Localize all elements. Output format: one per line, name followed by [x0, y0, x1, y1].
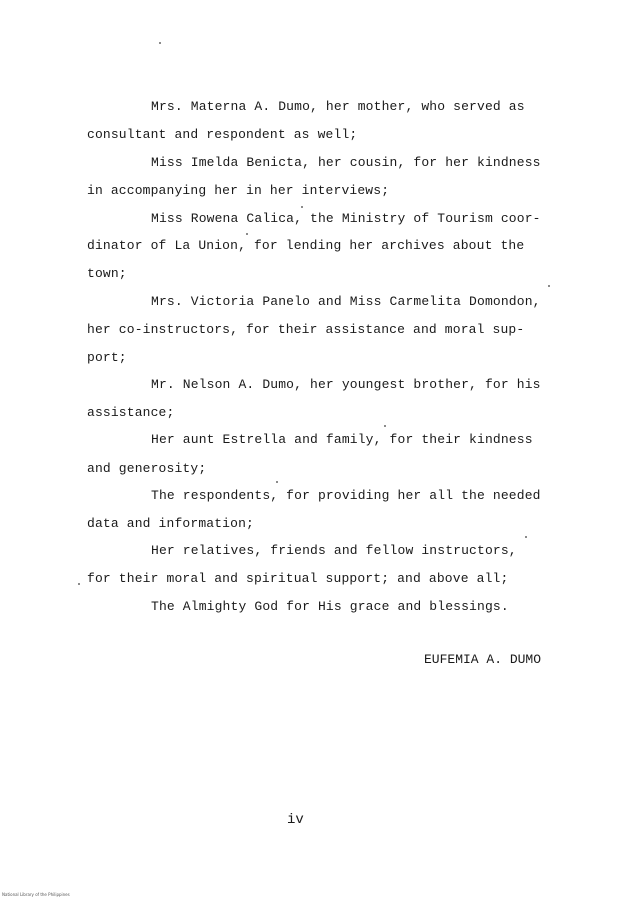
text-line: Mrs. Materna A. Dumo, her mother, who served as	[151, 99, 525, 114]
scan-speck	[78, 583, 80, 585]
page-number: iv	[287, 812, 304, 828]
text-line: The respondents, for providing her all the needed	[151, 488, 541, 503]
text-line: dinator of La Union, for lending her archives about the	[87, 238, 525, 253]
text-line: Miss Rowena Calica, the Ministry of Tourism coor-	[151, 211, 541, 226]
text-line: Her aunt Estrella and family, for their kindness	[151, 432, 533, 447]
text-line: Miss Imelda Benicta, her cousin, for her kindness	[151, 155, 541, 170]
scan-speck	[159, 42, 161, 44]
text-line: Mr. Nelson A. Dumo, her youngest brother, for his	[151, 377, 541, 392]
text-line: for their moral and spiritual support; and above all;	[87, 571, 509, 586]
text-line: in accompanying her in her interviews;	[87, 183, 390, 198]
scan-footer: National Library of the Philippines	[2, 892, 70, 897]
scan-speck	[246, 233, 248, 235]
signature-name: EUFEMIA A. DUMO	[424, 652, 542, 667]
scan-speck	[301, 206, 303, 208]
text-line: The Almighty God for His grace and blessings.	[151, 599, 509, 614]
scan-speck	[548, 285, 550, 287]
scan-speck	[384, 425, 386, 427]
text-line: town;	[87, 266, 127, 281]
text-line: Her relatives, friends and fellow instructors,	[151, 543, 517, 558]
scan-speck	[276, 481, 278, 483]
text-line: Mrs. Victoria Panelo and Miss Carmelita Domondon,	[151, 294, 541, 309]
scan-speck	[525, 536, 527, 538]
text-line: and generosity;	[87, 461, 207, 476]
text-line: data and information;	[87, 516, 254, 531]
text-line: port;	[87, 350, 127, 365]
text-line: her co-instructors, for their assistance and moral sup-	[87, 322, 525, 337]
text-line: consultant and respondent as well;	[87, 127, 358, 142]
text-line: assistance;	[87, 405, 175, 420]
